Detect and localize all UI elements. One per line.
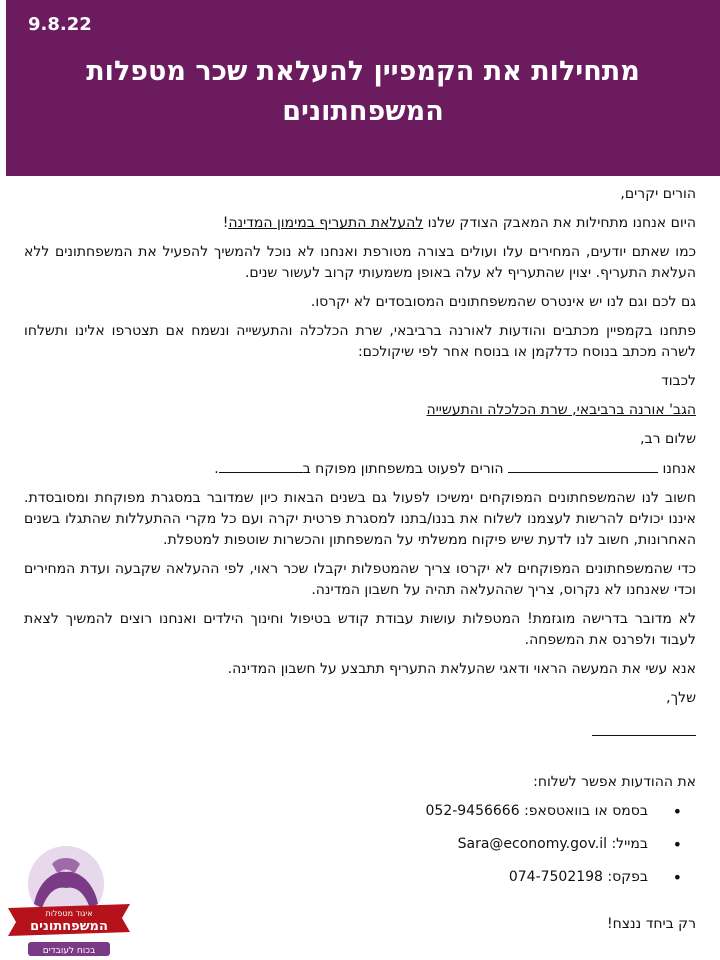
contact-item-sms	[24, 801, 682, 822]
date-label: 9.8.22	[28, 14, 92, 35]
logo-text-bottom: בכוח לעובדים	[42, 946, 96, 956]
bullet-icon: •	[672, 868, 682, 887]
intro-text: היום אנחנו מתחילות את המאבק הצודק שלנו	[423, 215, 696, 231]
campaign-paragraph: פתחנו בקמפיין מכתבים והודעות לאורנה ברביבאי, שרת הכלכלה והתעשייה ונשמח אם תצטרפו אלינו ותשלחו לשרה מכתב בנוסח כדלקמן או בנוסח אחר לפי שיקולכם:	[24, 323, 696, 360]
prices-paragraph: כמו שאתם יודעים, המחירים עלו ועולים בצורה מטורפת ואנחנו לא נוכל להמשיך להפעיל את המשפחתונים ללא העלאת התעריף. יצוין שהתעריף לא עלה באופן משמעותי קרוב לעשור שנים.	[24, 244, 696, 281]
importance-paragraph: חשוב לנו שהמשפחתונים המפוקחים ימשיכו לפעול גם בשנים הבאות כיון שמדובר במסגרת מפוקחת ומסובסדת. איננו יכולים להרשות לעצמנו לשלוח את בננו/בתנו למסגרת פרטית יקרה ועם כל מקרי ההתעללות שהתגלו בשנים האחרונות, חשוב לנו לדעת שיש פיקוח ממשלתי על המשפחתון והכשרות שוטפות למטפלת.	[24, 490, 696, 548]
header-banner	[6, 0, 720, 176]
letter-addressee: הגב' אורנה ברביבאי, שרת הכלכלה והתעשייה	[426, 402, 696, 418]
parents-text: הורים לפעוט במשפחתון מפוקח ב	[302, 461, 504, 477]
logo-text-main: המשפחתונים	[30, 919, 108, 934]
bullet-icon: •	[672, 802, 682, 821]
page-title: מתחילות את הקמפיין להעלאת שכר מטפלות המשפחתונים	[86, 56, 640, 127]
request-paragraph: אנא עשי את המעשה הראוי ודאגי שהעלאת התעריף תתבצע על חשבון המדינה.	[227, 661, 696, 677]
intro-emphasis: להעלאת התעריף במימון המדינה	[228, 215, 424, 231]
parents-line	[24, 458, 696, 480]
slogan: רק ביחד ננצח!	[606, 916, 696, 932]
intro-paragraph	[24, 213, 696, 234]
contact-intro: את ההודעות אפשר לשלוח:	[533, 774, 696, 790]
demand-paragraph: לא מדובר בדרישה מוגזמת! המטפלות עושות עבודת קודש בטיפול וחינוך הילדים ואנחנו רוצים להמשיך לצאת לעבוד ולפרנס את המשפחה.	[24, 611, 696, 648]
contact-label: במייל:	[611, 836, 648, 852]
letter-body	[24, 184, 696, 943]
greeting: הורים יקרים,	[620, 186, 696, 202]
wage-paragraph: כדי שהמשפחתונים המפוקחים לא יקרסו צריך שהמטפלות יקבלו שכר ראוי, לפי ההעלאה שקבעה ועדת המחירים וכדי שאנחנו לא נקרוס, צריך שההעלאה תהיה על חשבון המדינה.	[24, 561, 696, 598]
we-word: אנחנו	[662, 461, 696, 477]
contact-label: בסמס או בוואטסאפ:	[524, 803, 648, 819]
union-logo	[4, 842, 134, 958]
period: .	[214, 461, 219, 477]
interest-paragraph: גם לכם וגם לנו יש אינטרס שהמשפחתונים המסובסדים לא יקרסו.	[310, 294, 696, 310]
letter-salutation: שלום רב,	[640, 431, 696, 447]
letter-to: לכבוד	[661, 373, 696, 389]
closing: שלך,	[666, 690, 696, 706]
phone-number[interactable]: 052-9456666	[425, 803, 520, 819]
location-blank	[219, 458, 303, 473]
email-address[interactable]: Sara@economy.gov.il	[457, 836, 607, 852]
bullet-icon: •	[672, 835, 682, 854]
contact-label: בפקס:	[607, 869, 648, 885]
logo-text-top: איגוד מטפלות	[45, 909, 93, 918]
fax-number[interactable]: 074-7502198	[508, 869, 603, 885]
signature-line	[592, 717, 696, 736]
intro-end: !	[222, 215, 229, 231]
name-blank	[508, 458, 658, 473]
